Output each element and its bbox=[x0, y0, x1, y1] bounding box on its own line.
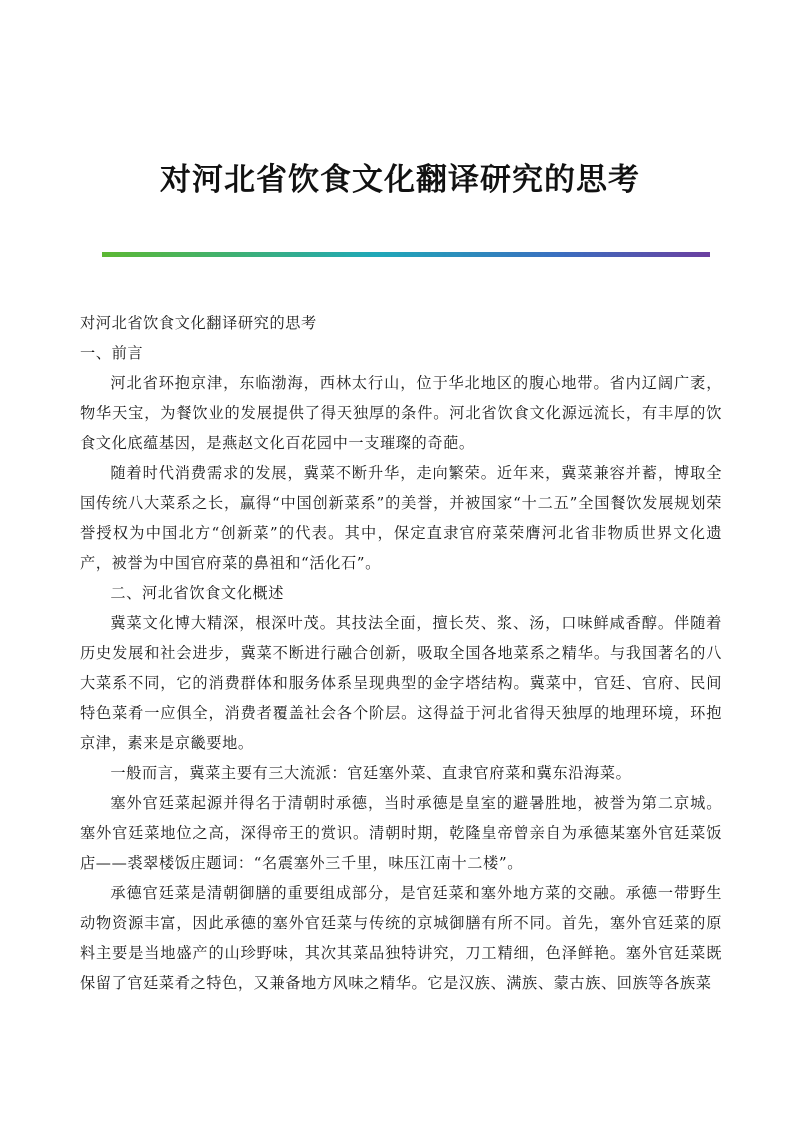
document-title: 对河北省饮食文化翻译研究的思考 bbox=[160, 162, 640, 198]
section-heading-preface: 一、前言 bbox=[80, 344, 144, 362]
body-heading: 对河北省饮食文化翻译研究的思考 bbox=[80, 314, 317, 332]
section-heading-overview: 二、河北省饮食文化概述 bbox=[110, 584, 285, 602]
paragraph: 冀菜文化博大精深，根深叶茂。其技法全面，擅长芡、浆、汤，口味鲜咸香醇。伴随着历史发展和社会进步，冀菜不断进行融合创新，吸取全国各地菜系之精华。与我国著名的八大菜系不同，它的消费群体和服务体系呈现典型的金字塔结构。冀菜中，官廷、官府、民间特色菜肴一应俱全，消费者覆盖社会各个阶层。这得益于河北省得天独厚的地理环境，环抱京津，素来是京畿要地。 bbox=[80, 614, 722, 752]
paragraph: 河北省环抱京津，东临渤海，西林太行山，位于华北地区的腹心地带。省内辽阔广袤，物华天宝，为餐饮业的发展提供了得天独厚的条件。河北省饮食文化源远流长，有丰厚的饮食文化底蕴基因，是燕赵文化百花园中一支璀璨的奇葩。 bbox=[80, 374, 722, 452]
document-body bbox=[80, 308, 722, 998]
paragraph: 随着时代消费需求的发展，冀菜不断升华，走向繁荣。近年来，冀菜兼容并蓄，博取全国传统八大菜系之长，赢得“中国创新菜系”的美誉，并被国家“十二五”全国餐饮发展规划荣誉授权为中国北方“创新菜”的代表。其中，保定直隶官府菜荣膺河北省非物质世界文化遗产，被誉为中国官府菜的鼻祖和“活化石”。 bbox=[80, 464, 722, 572]
paragraph: 塞外官廷菜起源并得名于清朝时承德，当时承德是皇室的避暑胜地，被誉为第二京城。塞外官廷菜地位之高，深得帝王的赏识。清朝时期，乾隆皇帝曾亲自为承德某塞外官廷菜饭店——裘翠楼饭庄题词：“名震塞外三千里，味压江南十二楼”。 bbox=[80, 794, 722, 872]
title-gradient-divider bbox=[102, 252, 710, 257]
paragraph: 一般而言，冀菜主要有三大流派：官廷塞外菜、直隶官府菜和冀东沿海菜。 bbox=[110, 764, 632, 782]
paragraph: 承德官廷菜是清朝御膳的重要组成部分，是官廷菜和塞外地方菜的交融。承德一带野生动物资源丰富，因此承德的塞外官廷菜与传统的京城御膳有所不同。首先，塞外官廷菜的原料主要是当地盛产的山珍野味，其次其菜品独特讲究，刀工精细，色泽鲜艳。塞外官廷菜既保留了官廷菜肴之特色，又兼备地方风味之精华。它是汉族、满族、蒙古族、回族等各族菜 bbox=[80, 884, 722, 992]
